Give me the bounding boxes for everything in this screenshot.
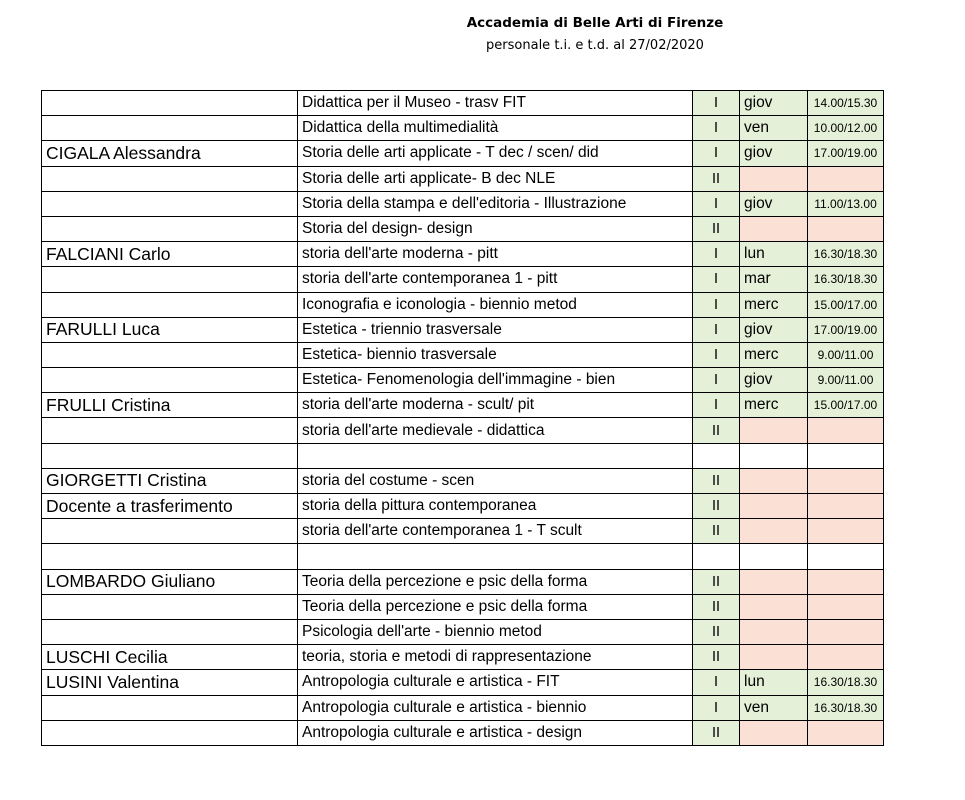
time-cell (808, 468, 884, 493)
time-cell (808, 645, 884, 670)
level-cell: II (693, 494, 740, 519)
teacher-name-cell (42, 544, 298, 569)
time-cell: 9.00/11.00 (808, 368, 884, 393)
level-cell: I (693, 292, 740, 317)
teacher-name-cell (42, 267, 298, 292)
table-row (42, 670, 884, 695)
table-row (42, 292, 884, 317)
teacher-name-cell (42, 695, 298, 720)
teacher-name-cell: FARULLI Luca (42, 317, 298, 342)
day-cell: merc (740, 342, 808, 367)
table-row (42, 368, 884, 393)
day-cell: giov (740, 191, 808, 216)
teacher-name-cell (42, 368, 298, 393)
course-cell (298, 544, 693, 569)
day-cell: merc (740, 393, 808, 418)
day-cell: giov (740, 368, 808, 393)
course-cell: Teoria della percezione e psic della forma (298, 569, 693, 594)
teacher-name-cell: FRULLI Cristina (42, 393, 298, 418)
time-cell (808, 519, 884, 544)
day-cell (740, 569, 808, 594)
table-row (42, 619, 884, 644)
day-cell: merc (740, 292, 808, 317)
day-cell: ven (740, 116, 808, 141)
table-row (42, 695, 884, 720)
course-cell: Estetica- Fenomenologia dell'immagine - bien (298, 368, 693, 393)
level-cell: I (693, 191, 740, 216)
course-cell: Storia della stampa e dell'editoria - Illustrazione (298, 191, 693, 216)
level-cell: I (693, 267, 740, 292)
day-cell (740, 544, 808, 569)
day-cell (740, 519, 808, 544)
time-cell (808, 619, 884, 644)
time-cell (808, 569, 884, 594)
course-cell: Antropologia culturale e artistica - design (298, 720, 693, 745)
day-cell (740, 619, 808, 644)
course-cell: storia dell'arte contemporanea 1 - pitt (298, 267, 693, 292)
time-cell (808, 166, 884, 191)
level-cell: II (693, 216, 740, 241)
table-row (42, 519, 884, 544)
course-cell: teoria, storia e metodi di rappresentazione (298, 645, 693, 670)
level-cell: II (693, 619, 740, 644)
day-cell (740, 443, 808, 468)
time-cell: 15.00/17.00 (808, 393, 884, 418)
course-cell: Antropologia culturale e artistica - biennio (298, 695, 693, 720)
course-cell: storia del costume - scen (298, 468, 693, 493)
day-cell: ven (740, 695, 808, 720)
time-cell (808, 544, 884, 569)
time-cell: 17.00/19.00 (808, 141, 884, 166)
time-cell: 17.00/19.00 (808, 317, 884, 342)
course-cell: Estetica - triennio trasversale (298, 317, 693, 342)
level-cell: II (693, 594, 740, 619)
table-row (42, 418, 884, 443)
teacher-name-cell: Docente a trasferimento (42, 494, 298, 519)
level-cell: I (693, 342, 740, 367)
course-cell: storia della pittura contemporanea (298, 494, 693, 519)
teacher-name-cell: LUSCHI Cecilia (42, 645, 298, 670)
level-cell: I (693, 116, 740, 141)
time-cell: 15.00/17.00 (808, 292, 884, 317)
table-row (42, 116, 884, 141)
day-cell (740, 216, 808, 241)
teacher-name-cell: GIORGETTI Cristina (42, 468, 298, 493)
time-cell (808, 418, 884, 443)
course-cell: Psicologia dell'arte - biennio metod (298, 619, 693, 644)
teacher-name-cell (42, 191, 298, 216)
day-cell (740, 468, 808, 493)
level-cell: II (693, 720, 740, 745)
course-cell (298, 443, 693, 468)
day-cell: giov (740, 141, 808, 166)
table-row (42, 91, 884, 116)
time-cell: 14.00/15.30 (808, 91, 884, 116)
table-row (42, 393, 884, 418)
teacher-name-cell (42, 292, 298, 317)
level-cell: II (693, 645, 740, 670)
table-row (42, 720, 884, 745)
teacher-name-cell (42, 720, 298, 745)
teacher-name-cell (42, 166, 298, 191)
course-cell: storia dell'arte medievale - didattica (298, 418, 693, 443)
level-cell: II (693, 519, 740, 544)
level-cell (693, 443, 740, 468)
time-cell: 16.30/18.30 (808, 695, 884, 720)
teacher-name-cell (42, 342, 298, 367)
time-cell (808, 216, 884, 241)
day-cell (740, 418, 808, 443)
level-cell: I (693, 368, 740, 393)
table-row (42, 216, 884, 241)
teacher-name-cell: CIGALA Alessandra (42, 141, 298, 166)
course-cell: storia dell'arte contemporanea 1 - T scult (298, 519, 693, 544)
course-cell: storia dell'arte moderna - scult/ pit (298, 393, 693, 418)
level-cell: II (693, 468, 740, 493)
level-cell: I (693, 141, 740, 166)
time-cell (808, 594, 884, 619)
course-cell: Storia delle arti applicate - T dec / scen/ did (298, 141, 693, 166)
time-cell: 16.30/18.30 (808, 267, 884, 292)
document-subtitle: personale t.i. e t.d. al 27/02/2020 (486, 38, 704, 53)
time-cell (808, 494, 884, 519)
day-cell (740, 720, 808, 745)
day-cell (740, 494, 808, 519)
day-cell (740, 166, 808, 191)
table-row (42, 443, 884, 468)
table-row (42, 342, 884, 367)
time-cell: 9.00/11.00 (808, 342, 884, 367)
teacher-name-cell: FALCIANI Carlo (42, 242, 298, 267)
teacher-name-cell (42, 443, 298, 468)
teacher-name-cell (42, 619, 298, 644)
teacher-name-cell (42, 116, 298, 141)
course-cell: Teoria della percezione e psic della forma (298, 594, 693, 619)
time-cell: 10.00/12.00 (808, 116, 884, 141)
teacher-name-cell (42, 216, 298, 241)
level-cell: I (693, 317, 740, 342)
day-cell: giov (740, 317, 808, 342)
course-cell: Antropologia culturale e artistica - FIT (298, 670, 693, 695)
course-cell: Storia delle arti applicate- B dec NLE (298, 166, 693, 191)
time-cell (808, 720, 884, 745)
day-cell: giov (740, 91, 808, 116)
teacher-name-cell (42, 418, 298, 443)
level-cell: I (693, 695, 740, 720)
table-row (42, 242, 884, 267)
course-cell: Storia del design- design (298, 216, 693, 241)
teacher-name-cell (42, 519, 298, 544)
level-cell: II (693, 569, 740, 594)
level-cell: I (693, 91, 740, 116)
level-cell: I (693, 393, 740, 418)
day-cell (740, 594, 808, 619)
course-cell: Didattica della multimedialità (298, 116, 693, 141)
table-row (42, 494, 884, 519)
course-cell: storia dell'arte moderna - pitt (298, 242, 693, 267)
day-cell: lun (740, 242, 808, 267)
table-row (42, 645, 884, 670)
course-cell: Estetica- biennio trasversale (298, 342, 693, 367)
table-row (42, 267, 884, 292)
table-row (42, 141, 884, 166)
day-cell: mar (740, 267, 808, 292)
day-cell: lun (740, 670, 808, 695)
schedule-table-body (42, 91, 884, 746)
time-cell: 11.00/13.00 (808, 191, 884, 216)
course-cell: Didattica per il Museo - trasv FIT (298, 91, 693, 116)
time-cell (808, 443, 884, 468)
level-cell (693, 544, 740, 569)
teacher-name-cell: LUSINI Valentina (42, 670, 298, 695)
level-cell: I (693, 242, 740, 267)
time-cell: 16.30/18.30 (808, 242, 884, 267)
table-row (42, 191, 884, 216)
level-cell: II (693, 418, 740, 443)
schedule-table (41, 90, 884, 746)
level-cell: II (693, 166, 740, 191)
course-cell: Iconografia e iconologia - biennio metod (298, 292, 693, 317)
document-title: Accademia di Belle Arti di Firenze (466, 15, 724, 31)
teacher-name-cell: LOMBARDO Giuliano (42, 569, 298, 594)
table-row (42, 468, 884, 493)
level-cell: I (693, 670, 740, 695)
time-cell: 16.30/18.30 (808, 670, 884, 695)
table-row (42, 317, 884, 342)
teacher-name-cell (42, 594, 298, 619)
table-row (42, 569, 884, 594)
day-cell (740, 645, 808, 670)
table-row (42, 544, 884, 569)
teacher-name-cell (42, 91, 298, 116)
table-row (42, 166, 884, 191)
table-row (42, 594, 884, 619)
